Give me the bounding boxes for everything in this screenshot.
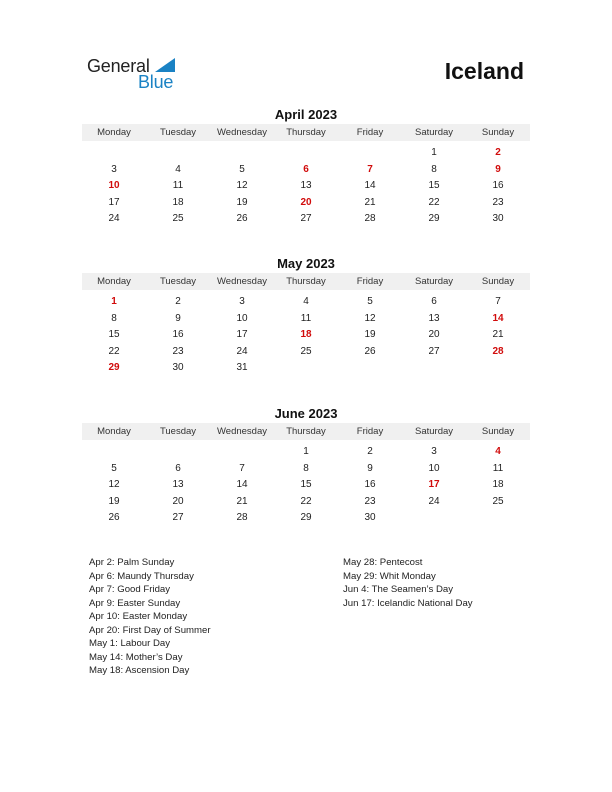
week-row: [82, 477, 530, 494]
weekday-label: Monday: [97, 426, 131, 437]
day-cell: 23: [492, 196, 504, 208]
week-row: [82, 311, 530, 328]
day-cell: 14: [236, 479, 248, 490]
day-cell: 4: [495, 446, 501, 457]
day-cell: 20: [300, 196, 312, 208]
day-cell: 9: [495, 163, 501, 175]
brand-word-blue: Blue: [138, 72, 174, 92]
week-row: [82, 327, 530, 344]
weekday-label: Friday: [356, 127, 384, 138]
weekday-label: Wednesday: [217, 127, 267, 138]
week-row: [82, 178, 530, 195]
day-cell: 12: [108, 479, 120, 490]
month-title: June 2023: [274, 406, 338, 421]
day-cell: 4: [175, 163, 181, 175]
brand-word-general: General: [87, 56, 150, 76]
day-cell: 29: [108, 362, 120, 373]
day-cell: 2: [495, 147, 501, 158]
holiday-entry: Apr 20: First Day of Summer: [89, 624, 211, 636]
day-cell: 15: [300, 479, 312, 490]
day-cell: 13: [428, 312, 440, 324]
day-cell: 14: [364, 180, 376, 191]
day-cell: 10: [428, 462, 440, 474]
day-cell: [82, 145, 146, 162]
day-cell: 22: [300, 495, 312, 507]
day-cell: 27: [300, 213, 312, 224]
month-calendar: [82, 255, 530, 377]
day-cell: 1: [303, 446, 309, 457]
day-cell: 6: [303, 163, 309, 175]
day-cell: 17: [236, 329, 248, 340]
month-calendar: [82, 405, 530, 527]
weekday-label: Friday: [356, 426, 384, 437]
weekday-label: Tuesday: [159, 127, 197, 138]
brand-triangle-icon: [155, 58, 175, 72]
day-cell: 18: [492, 479, 504, 490]
holiday-list-right: [343, 556, 473, 610]
day-cell: [402, 510, 466, 527]
weekday-label: Tuesday: [159, 276, 197, 287]
week-row: [82, 510, 530, 527]
day-cell: 16: [172, 329, 184, 340]
day-cell: 21: [236, 495, 248, 507]
day-cell: 2: [367, 446, 373, 457]
day-cell: 26: [364, 345, 376, 357]
weekday-label: Tuesday: [159, 426, 197, 437]
day-cell: 23: [364, 495, 376, 507]
day-cell: 10: [236, 312, 248, 324]
day-cell: 15: [428, 180, 440, 191]
day-cell: 19: [236, 196, 248, 208]
day-cell: 3: [239, 296, 245, 307]
day-cell: 11: [300, 312, 312, 324]
holiday-entry: May 28: Pentecost: [343, 557, 423, 568]
day-cell: 5: [367, 296, 373, 307]
day-cell: [146, 444, 210, 461]
weekday-label: Wednesday: [217, 426, 267, 437]
day-cell: 7: [239, 462, 245, 474]
day-cell: 22: [428, 196, 440, 208]
country-title: Iceland: [444, 58, 524, 84]
day-cell: 24: [108, 213, 120, 224]
holiday-entry: Jun 4: The Seamen’s Day: [343, 584, 454, 595]
month-title: April 2023: [274, 107, 338, 122]
day-cell: [338, 145, 402, 162]
holiday-entry: Jun 17: Icelandic National Day: [343, 597, 473, 609]
day-cell: 18: [300, 329, 312, 340]
day-cell: 25: [492, 495, 504, 507]
holiday-entry: Apr 2: Palm Sunday: [89, 557, 175, 568]
brand-logo: [87, 56, 182, 92]
holiday-list-left: [89, 556, 211, 678]
day-cell: 17: [428, 479, 440, 490]
day-cell: 1: [111, 296, 117, 307]
day-cell: 11: [492, 462, 504, 474]
weekday-label: Thursday: [286, 426, 326, 437]
day-cell: 1: [431, 147, 437, 158]
day-cell: [274, 145, 338, 162]
holiday-entry: Apr 7: Good Friday: [89, 584, 171, 595]
day-cell: 9: [175, 312, 181, 324]
day-cell: 29: [428, 213, 440, 224]
week-row: [82, 461, 530, 478]
day-cell: 20: [428, 329, 440, 340]
day-cell: [338, 360, 402, 377]
day-cell: [146, 145, 210, 162]
weekday-label: Sunday: [481, 276, 515, 287]
holiday-entry: May 29: Whit Monday: [343, 570, 436, 582]
day-cell: 18: [172, 196, 184, 208]
day-cell: 25: [300, 345, 312, 357]
weekday-label: Saturday: [414, 276, 454, 287]
day-cell: 23: [172, 345, 184, 357]
holiday-entry: Apr 6: Maundy Thursday: [89, 570, 194, 582]
day-cell: 30: [492, 213, 504, 224]
holiday-entry: May 18: Ascension Day: [89, 665, 190, 676]
month-calendar: [82, 106, 530, 228]
weekday-label: Thursday: [286, 276, 326, 287]
day-cell: 21: [492, 329, 504, 340]
day-cell: 16: [364, 479, 376, 490]
day-cell: [466, 360, 530, 377]
day-cell: [210, 145, 274, 162]
week-row: [82, 211, 530, 228]
weekday-label: Wednesday: [217, 276, 267, 287]
weekday-label: Saturday: [414, 127, 454, 138]
week-row: [82, 360, 530, 377]
day-cell: 5: [239, 163, 245, 175]
day-cell: 25: [172, 213, 184, 224]
week-row: [82, 294, 530, 311]
day-cell: 28: [492, 345, 504, 357]
day-cell: 26: [236, 213, 248, 224]
day-cell: 19: [108, 495, 120, 507]
day-cell: 15: [108, 329, 120, 340]
holiday-entry: May 1: Labour Day: [89, 638, 171, 649]
day-cell: 24: [428, 495, 440, 507]
day-cell: 6: [431, 296, 437, 307]
day-cell: 30: [172, 362, 184, 373]
week-row: [82, 444, 530, 461]
day-cell: 7: [367, 163, 373, 175]
day-cell: [466, 510, 530, 527]
day-cell: 3: [431, 446, 437, 457]
week-row: [82, 494, 530, 511]
holiday-entry: Apr 10: Easter Monday: [89, 611, 188, 622]
day-cell: 12: [236, 180, 248, 191]
week-row: [82, 145, 530, 162]
weekday-label: Thursday: [286, 127, 326, 138]
day-cell: 29: [300, 512, 312, 523]
day-cell: 20: [172, 495, 184, 507]
day-cell: 8: [303, 462, 309, 474]
day-cell: 21: [364, 196, 376, 208]
day-cell: 30: [364, 512, 376, 523]
day-cell: 31: [236, 362, 248, 373]
holiday-entry: Apr 9: Easter Sunday: [89, 597, 181, 609]
day-cell: 27: [428, 345, 440, 357]
holiday-entry: May 14: Mother’s Day: [89, 651, 183, 663]
day-cell: 28: [364, 213, 376, 224]
week-row: [82, 195, 530, 212]
weekday-label: Saturday: [414, 426, 454, 437]
day-cell: 12: [364, 312, 376, 324]
week-row: [82, 162, 530, 179]
day-cell: 26: [108, 512, 120, 523]
week-row: [82, 344, 530, 361]
day-cell: 28: [236, 512, 248, 523]
weekday-label: Monday: [97, 276, 131, 287]
day-cell: 9: [367, 462, 373, 474]
weekday-label: Friday: [356, 276, 384, 287]
month-title: May 2023: [277, 256, 335, 271]
day-cell: 3: [111, 163, 117, 175]
day-cell: 5: [111, 462, 117, 474]
day-cell: 8: [431, 163, 437, 175]
day-cell: 13: [172, 479, 184, 490]
day-cell: 27: [172, 512, 184, 523]
day-cell: 7: [495, 296, 501, 307]
weekday-label: Monday: [97, 127, 131, 138]
day-cell: [210, 444, 274, 461]
day-cell: 13: [300, 180, 312, 191]
day-cell: 22: [108, 345, 120, 357]
day-cell: [274, 360, 338, 377]
day-cell: 8: [111, 312, 117, 324]
weekday-label: Sunday: [481, 426, 515, 437]
weekday-header-row: [82, 273, 530, 290]
day-cell: 11: [172, 180, 184, 191]
day-cell: 6: [175, 462, 181, 474]
weekday-header-row: [82, 423, 530, 440]
day-cell: 17: [108, 196, 120, 208]
day-cell: 16: [492, 180, 504, 191]
weekday-label: Sunday: [481, 127, 515, 138]
day-cell: 10: [108, 180, 120, 191]
day-cell: [402, 360, 466, 377]
day-cell: 19: [364, 329, 376, 340]
day-cell: 24: [236, 345, 248, 357]
day-cell: 4: [303, 296, 309, 307]
day-cell: 14: [492, 312, 504, 324]
weekday-header-row: [82, 124, 530, 141]
day-cell: 2: [175, 296, 181, 307]
day-cell: [82, 444, 146, 461]
